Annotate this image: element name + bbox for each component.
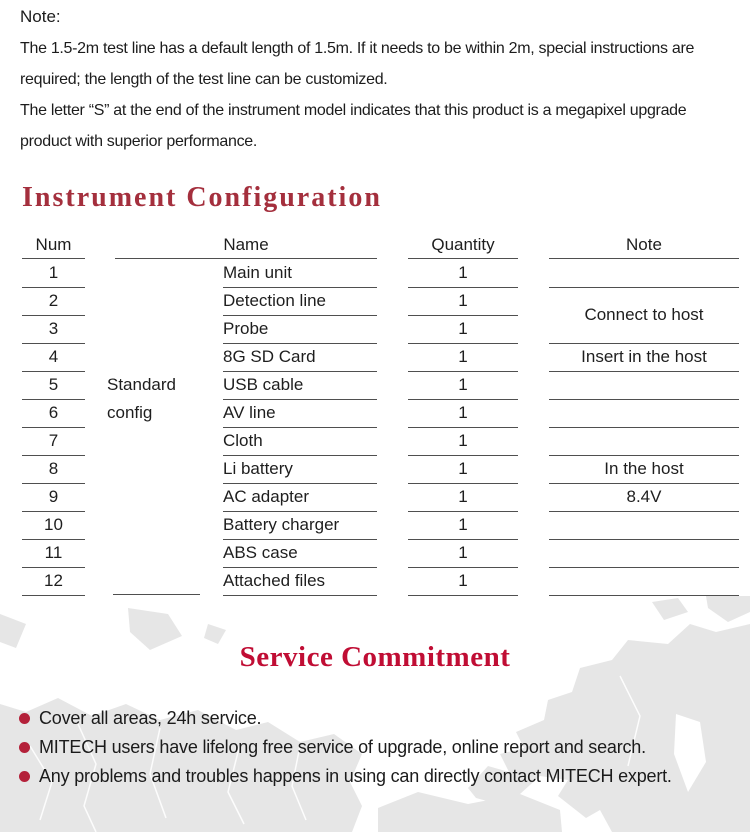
table-cell-name: USB cable (223, 371, 377, 400)
service-bullet-item (19, 762, 672, 790)
table-cell-name: Probe (223, 315, 377, 344)
service-bullet-text: Cover all areas, 24h service. (39, 707, 262, 728)
table-cell-quantity: 1 (408, 511, 518, 540)
table-cell-name: Cloth (223, 427, 377, 456)
table-cell-note: 8.4V (549, 483, 739, 512)
group-label-line2: config (107, 403, 153, 422)
table-cell-note (549, 539, 739, 568)
instrument-configuration-heading: Instrument Configuration (22, 182, 382, 213)
column-header-note: Note (549, 232, 739, 259)
table-cell-quantity: 1 (408, 287, 518, 316)
table-cell-name: ABS case (223, 539, 377, 568)
table-cell-note (549, 511, 739, 540)
note-text-line: required; the length of the test line can be customized. (20, 71, 388, 88)
column-header-quantity: Quantity (408, 232, 518, 259)
table-cell-name: Detection line (223, 287, 377, 316)
note-text-line: product with superior performance. (20, 133, 258, 150)
table-cell-note (549, 259, 739, 288)
table-cell-quantity: 1 (408, 539, 518, 568)
table-cell-name: Li battery (223, 455, 377, 484)
service-bullet-text: MITECH users have lifelong free service of upgrade, online report and search. (39, 736, 646, 757)
table-cell-name: AV line (223, 399, 377, 428)
column-header-num: Num (22, 232, 85, 259)
note-text-line: The 1.5-2m test line has a default length of 1.5m. If it needs to be within 2m, special instructions are (20, 40, 695, 57)
table-cell-note: In the host (549, 455, 739, 484)
table-cell-num: 11 (22, 539, 85, 568)
bullet-dot-icon (19, 713, 30, 724)
table-cell-num: 4 (22, 343, 85, 372)
merged-note-cell: Connect to host (584, 305, 704, 324)
table-cell-quantity: 1 (408, 315, 518, 344)
table-cell-quantity: 1 (408, 399, 518, 428)
table-cell-quantity: 1 (408, 371, 518, 400)
table-cell-num: 8 (22, 455, 85, 484)
table-cell-num: 1 (22, 259, 85, 288)
table-cell-num: 3 (22, 315, 85, 344)
bullet-dot-icon (19, 742, 30, 753)
service-bullet-item (19, 733, 646, 761)
table-cell-quantity: 1 (408, 427, 518, 456)
table-cell-name: 8G SD Card (223, 343, 377, 372)
service-bullet-item (19, 704, 261, 732)
note-text-line: The letter “S” at the end of the instrument model indicates that this product is a megapixel upgrade (20, 102, 687, 119)
table-cell-name: Attached files (223, 567, 377, 596)
table-cell-num: 10 (22, 511, 85, 540)
table-cell-quantity: 1 (408, 343, 518, 372)
table-cell-num: 6 (22, 399, 85, 428)
table-cell-note (549, 399, 739, 428)
table-cell-num: 5 (22, 371, 85, 400)
table-cell-num: 9 (22, 483, 85, 512)
table-cell-name: Main unit (223, 259, 377, 288)
table-cell-note (549, 567, 739, 596)
table-cell-note: Insert in the host (549, 343, 739, 372)
group-column-bottom-border (113, 594, 200, 595)
table-cell-quantity: 1 (408, 455, 518, 484)
table-cell-quantity: 1 (408, 483, 518, 512)
table-cell-num: 2 (22, 287, 85, 316)
table-cell-note (549, 371, 739, 400)
group-label-line1: Standard (107, 375, 176, 394)
table-cell-quantity: 1 (408, 567, 518, 596)
service-bullet-text: Any problems and troubles happens in using can directly contact MITECH expert. (39, 765, 672, 786)
table-cell-num: 12 (22, 567, 85, 596)
column-header-name: Name (115, 232, 377, 259)
table-cell-num: 7 (22, 427, 85, 456)
bullet-dot-icon (19, 771, 30, 782)
table-cell-name: Battery charger (223, 511, 377, 540)
table-cell-name: AC adapter (223, 483, 377, 512)
table-cell-note (549, 427, 739, 456)
table-cell-note (549, 315, 739, 344)
service-commitment-heading: Service Commitment (239, 641, 511, 673)
table-cell-quantity: 1 (408, 259, 518, 288)
note-title: Note: (20, 7, 61, 26)
